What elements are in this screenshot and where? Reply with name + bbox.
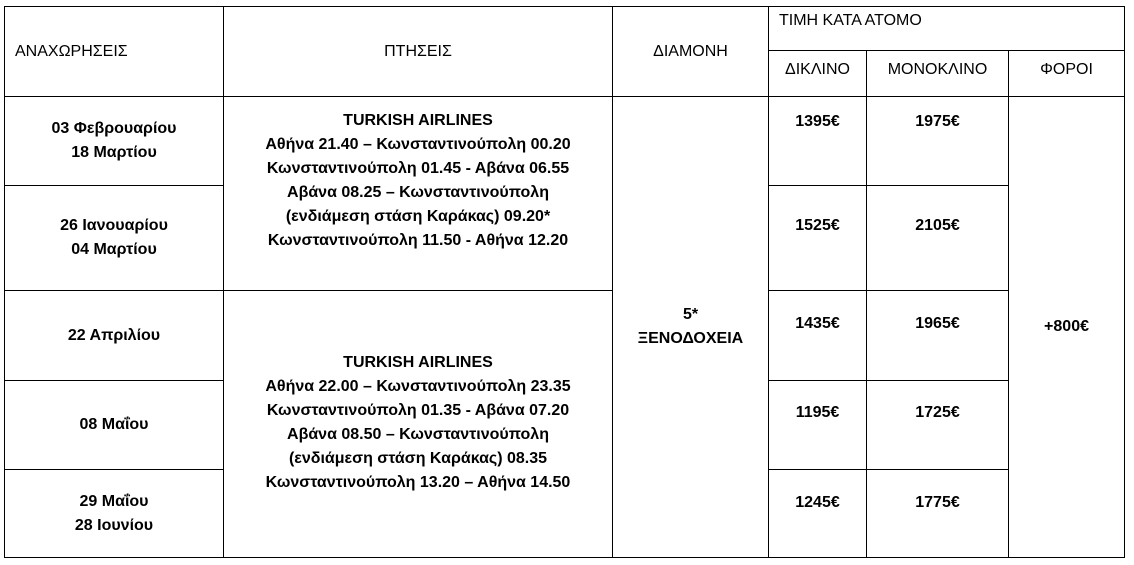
- header-double: ΔΙΚΛΙΝΟ: [769, 51, 867, 97]
- header-single: ΜΟΝΟΚΛΙΝΟ: [867, 51, 1009, 97]
- price-single: 1965€: [867, 291, 1009, 381]
- flight-line: Κωνσταντινούπολη 01.35 - Αβάνα 07.20: [266, 402, 570, 419]
- price-single: 1975€: [867, 97, 1009, 186]
- price-single: 1725€: [867, 381, 1009, 470]
- flight-line: Κωνσταντινούπολη 13.20 – Αθήνα 14.50: [265, 474, 571, 491]
- price-double: 1245€: [769, 470, 867, 558]
- departure-date: 26 Ιανουαρίου: [60, 217, 168, 234]
- flight-line: (ενδιάμεση στάση Καράκας) 08.35: [288, 450, 548, 467]
- price-table: [4, 6, 1125, 558]
- table-row: [5, 97, 1125, 186]
- flight-line: Αθήνα 21.40 – Κωνσταντινούπολη 00.20: [265, 136, 571, 153]
- airline-name: TURKISH AIRLINES: [343, 112, 493, 129]
- price-double: 1395€: [769, 97, 867, 186]
- price-double: 1525€: [769, 186, 867, 291]
- departure-dates-cell: [5, 97, 224, 186]
- flight-line: Κωνσταντινούπολη 01.45 - Αβάνα 06.55: [266, 160, 570, 177]
- departure-dates-cell: [5, 186, 224, 291]
- flight-details-cell: [224, 291, 613, 558]
- departure-date: 18 Μαρτίου: [71, 144, 157, 161]
- departure-date: 22 Απριλίου: [67, 326, 161, 344]
- airline-name: TURKISH AIRLINES: [343, 354, 493, 371]
- taxes-cell: +800€: [1009, 97, 1125, 558]
- departure-dates-cell: [5, 470, 224, 558]
- flight-line: Αβάνα 08.50 – Κωνσταντινούπολη: [287, 426, 549, 443]
- table-row: [5, 291, 1125, 381]
- hotel-stars: 5*: [682, 306, 699, 323]
- departure-date: 04 Μαρτίου: [71, 241, 157, 258]
- header-flights: ΠΤΗΣΕΙΣ: [224, 7, 613, 97]
- flight-line: (ενδιάμεση στάση Καράκας) 09.20*: [285, 208, 551, 225]
- flight-line: Αθήνα 22.00 – Κωνσταντινούπολη 23.35: [265, 378, 571, 395]
- departure-date: 03 Φεβρουαρίου: [51, 120, 177, 137]
- price-single: 2105€: [867, 186, 1009, 291]
- flight-details-cell: [224, 97, 613, 291]
- departure-dates-cell: [5, 291, 224, 381]
- header-taxes: ΦΟΡΟΙ: [1009, 51, 1125, 97]
- price-double: 1435€: [769, 291, 867, 381]
- departure-date: 28 Ιουνίου: [74, 516, 154, 534]
- departure-date: 08 Μαΐου: [79, 416, 149, 433]
- header-accommodation: ΔΙΑΜΟΝΗ: [613, 7, 769, 97]
- accommodation-cell: [613, 97, 769, 558]
- hotel-type: ΞΕΝΟΔΟΧΕΙΑ: [637, 330, 744, 347]
- header-row: [5, 7, 1125, 51]
- flight-line: Κωνσταντινούπολη 11.50 - Αθήνα 12.20: [267, 232, 569, 249]
- price-double: 1195€: [769, 381, 867, 470]
- departure-dates-cell: [5, 381, 224, 470]
- flight-line: Αβάνα 08.25 – Κωνσταντινούπολη: [287, 184, 549, 201]
- departure-date: 29 Μαΐου: [79, 492, 149, 510]
- header-price-per-person: ΤΙΜΗ ΚΑΤΑ ΑΤΟΜΟ: [769, 7, 1125, 51]
- header-departures: ΑΝΑΧΩΡΗΣΕΙΣ: [5, 7, 224, 97]
- price-single: 1775€: [867, 470, 1009, 558]
